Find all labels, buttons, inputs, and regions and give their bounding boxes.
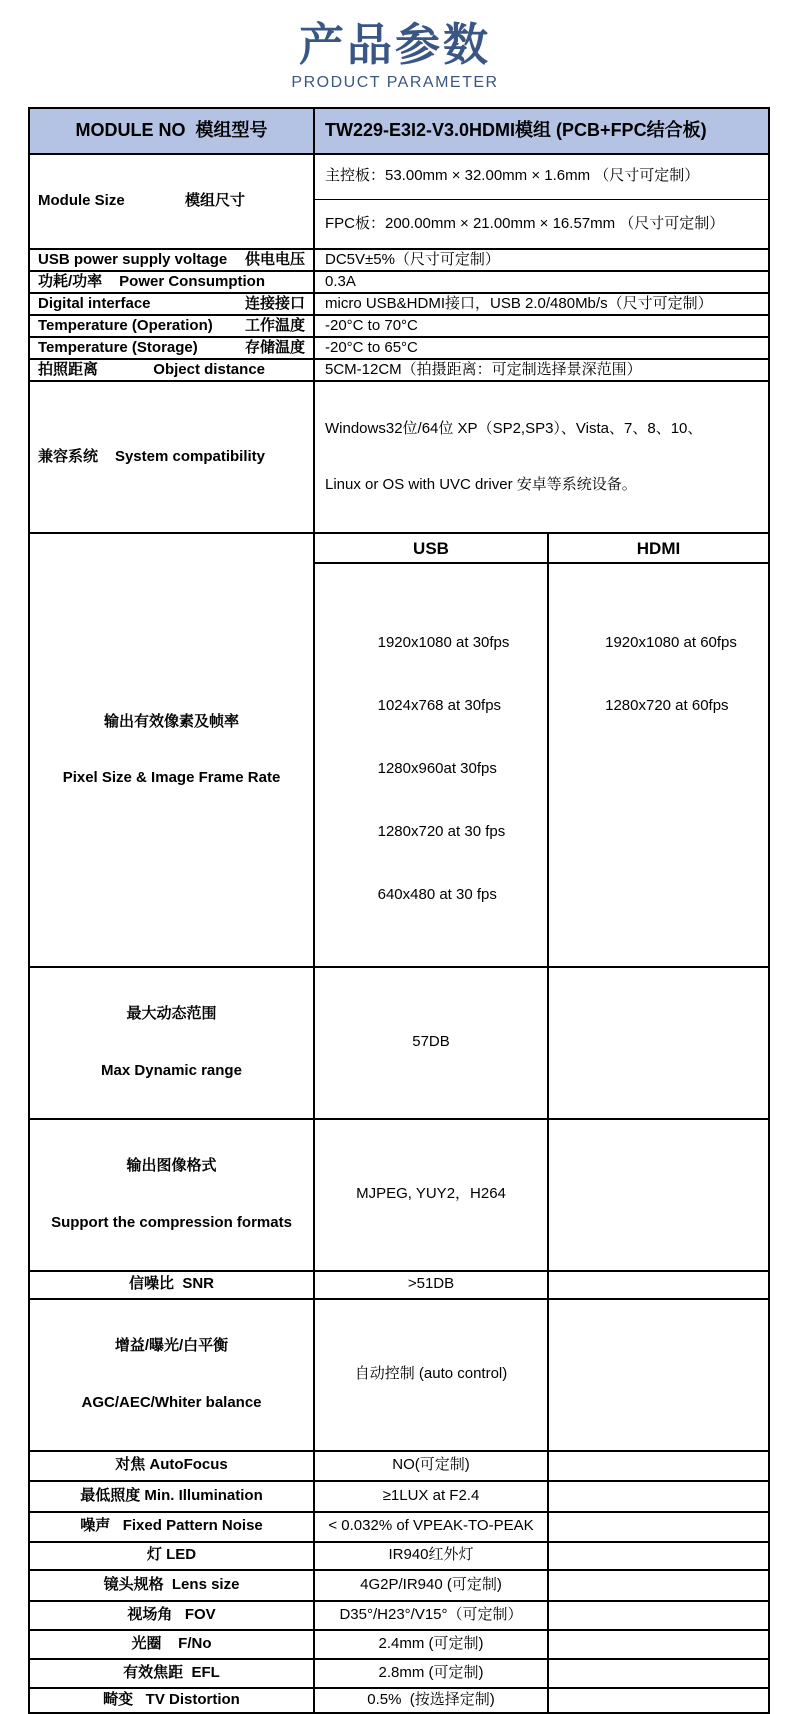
digital-interface-value: micro USB&HDMI接口，USB 2.0/480Mb/s（尺寸可定制） xyxy=(314,293,769,315)
hdmi-modes-cell xyxy=(548,563,769,967)
module-size-fpc-board: FPC板：200.00mm × 21.00mm × 16.57mm （尺寸可定制） xyxy=(314,199,769,249)
module-no-value: TW229-E3I2-V3.0HDMI模组 (PCB+FPC结合板) xyxy=(314,108,769,154)
object-distance-value: 5CM-12CM（拍摄距离：可定制选择景深范围） xyxy=(314,359,769,381)
compatibility-value-line1: Windows32位/64位 XP（SP2,SP3）、Vista、7、8、10、 xyxy=(325,419,703,437)
hdmi-mode: 1920x1080 at 60fps xyxy=(605,634,737,651)
min-illumination-value: ≥1LUX at F2.4 xyxy=(314,1481,548,1512)
temperature-storage-value: -20°C to 65°C xyxy=(314,337,769,359)
empty-cell xyxy=(548,1570,769,1601)
fixed-pattern-noise-value: < 0.032% of VPEAK-TO-PEAK xyxy=(314,1512,548,1542)
usb-power-label xyxy=(29,249,314,271)
empty-cell xyxy=(548,1119,769,1271)
digital-interface-label xyxy=(29,293,314,315)
fov-value: D35°/H23°/V15°（可定制） xyxy=(314,1601,548,1630)
module-no-label: MODULE NO 模组型号 xyxy=(29,108,314,154)
digital-interface-row xyxy=(29,293,769,315)
usb-column-header: USB xyxy=(314,533,548,563)
snr-row xyxy=(29,1271,769,1299)
table-header-row xyxy=(29,108,769,154)
object-distance-label-en: Object distance xyxy=(153,360,265,378)
autofocus-value: NO(可定制) xyxy=(314,1451,548,1481)
empty-cell xyxy=(548,1512,769,1542)
usb-mode: 1024x768 at 30fps xyxy=(377,697,502,714)
empty-cell xyxy=(548,1659,769,1688)
led-row xyxy=(29,1542,769,1570)
empty-cell xyxy=(548,1271,769,1299)
max-dynamic-range-label-en: Max Dynamic range xyxy=(101,1061,242,1079)
compression-formats-label xyxy=(29,1119,314,1271)
pixel-label xyxy=(29,533,314,967)
fixed-pattern-noise-label: 噪声 Fixed Pattern Noise xyxy=(29,1512,314,1542)
temperature-operation-label xyxy=(29,315,314,337)
fno-value: 2.4mm (可定制) xyxy=(314,1630,548,1659)
agc-aec-wb-row xyxy=(29,1299,769,1451)
empty-cell xyxy=(548,1630,769,1659)
power-consumption-value: 0.3A xyxy=(314,271,769,293)
empty-cell xyxy=(548,1481,769,1512)
tv-distortion-value: 0.5% (按选择定制) xyxy=(314,1688,548,1713)
usb-power-value: DC5V±5%（尺寸可定制） xyxy=(314,249,769,271)
power-consumption-label-zh: 功耗/功率 xyxy=(38,272,103,290)
empty-cell xyxy=(548,967,769,1119)
usb-mode: 1280x960at 30fps xyxy=(377,760,497,777)
temperature-storage-label-zh: 存储温度 xyxy=(244,338,305,356)
fov-row xyxy=(29,1601,769,1630)
hdmi-column-header: HDMI xyxy=(548,533,769,563)
module-size-label-en: Module Size xyxy=(38,192,125,209)
tv-distortion-label: 畸变 TV Distortion xyxy=(29,1688,314,1713)
compression-formats-label-zh: 输出图像格式 xyxy=(126,1157,217,1175)
digital-interface-label-en: Digital interface xyxy=(38,294,151,312)
product-parameter-table xyxy=(28,107,770,1714)
usb-modes-cell xyxy=(314,563,548,967)
temperature-operation-label-en: Temperature (Operation) xyxy=(38,316,213,334)
snr-value: >51DB xyxy=(314,1271,548,1299)
compatibility-label-zh: 兼容系统 xyxy=(38,447,99,465)
max-dynamic-range-row xyxy=(29,967,769,1119)
autofocus-label: 对焦 AutoFocus xyxy=(29,1451,314,1481)
module-size-row xyxy=(29,154,769,200)
module-size-main-board: 主控板：53.00mm × 32.00mm × 1.6mm （尺寸可定制） xyxy=(314,154,769,200)
usb-power-label-zh: 供电电压 xyxy=(244,250,305,268)
snr-label: 信噪比 SNR xyxy=(29,1271,314,1299)
power-consumption-label xyxy=(29,271,314,293)
fno-row xyxy=(29,1630,769,1659)
usb-mode: 1920x1080 at 30fps xyxy=(377,634,510,651)
empty-cell xyxy=(548,1688,769,1713)
object-distance-row xyxy=(29,359,769,381)
agc-aec-wb-label-en: AGC/AEC/Whiter balance xyxy=(81,1393,262,1411)
compatibility-label xyxy=(29,381,314,533)
compatibility-row xyxy=(29,381,769,533)
temperature-operation-label-zh: 工作温度 xyxy=(244,316,305,334)
module-size-label xyxy=(29,154,314,250)
module-size-label-zh: 模组尺寸 xyxy=(184,192,245,209)
fixed-pattern-noise-row xyxy=(29,1512,769,1542)
object-distance-label xyxy=(29,359,314,381)
agc-aec-wb-value: 自动控制 (auto control) xyxy=(314,1299,548,1451)
pixel-label-en: Pixel Size & Image Frame Rate xyxy=(62,768,281,786)
lens-size-label: 镜头规格 Lens size xyxy=(29,1570,314,1601)
compression-formats-label-en: Support the compression formats xyxy=(51,1213,292,1231)
digital-interface-label-zh: 连接接口 xyxy=(244,294,305,312)
lens-size-value: 4G2P/IR940 (可定制) xyxy=(314,1570,548,1601)
led-label: 灯 LED xyxy=(29,1542,314,1570)
lens-size-row xyxy=(29,1570,769,1601)
max-dynamic-range-value: 57DB xyxy=(314,967,548,1119)
page-subtitle: PRODUCT PARAMETER xyxy=(291,73,499,91)
compatibility-value xyxy=(314,381,769,533)
power-consumption-row xyxy=(29,271,769,293)
compression-formats-row xyxy=(29,1119,769,1271)
fov-label: 视场角 FOV xyxy=(29,1601,314,1630)
empty-cell xyxy=(548,1601,769,1630)
temperature-storage-label xyxy=(29,337,314,359)
efl-row xyxy=(29,1659,769,1688)
compatibility-value-line2: Linux or OS with UVC driver 安卓等系统设备。 xyxy=(325,476,637,493)
autofocus-row xyxy=(29,1451,769,1481)
efl-label: 有效焦距 EFL xyxy=(29,1659,314,1688)
empty-cell xyxy=(548,1299,769,1451)
usb-mode: 640x480 at 30 fps xyxy=(377,886,497,903)
empty-cell xyxy=(548,1451,769,1481)
agc-aec-wb-label xyxy=(29,1299,314,1451)
fno-label: 光圈 F/No xyxy=(29,1630,314,1659)
power-consumption-label-en: Power Consumption xyxy=(119,272,265,290)
pixel-label-zh: 输出有效像素及帧率 xyxy=(103,712,239,730)
temperature-storage-row xyxy=(29,337,769,359)
object-distance-label-zh: 拍照距离 xyxy=(38,360,99,378)
pixel-subheader-row xyxy=(29,533,769,563)
temperature-storage-label-en: Temperature (Storage) xyxy=(38,338,198,356)
usb-power-row xyxy=(29,249,769,271)
efl-value: 2.8mm (可定制) xyxy=(314,1659,548,1688)
min-illumination-label: 最低照度 Min. Illumination xyxy=(29,1481,314,1512)
max-dynamic-range-label-zh: 最大动态范围 xyxy=(126,1005,217,1023)
usb-mode: 1280x720 at 30 fps xyxy=(377,823,506,840)
tv-distortion-row xyxy=(29,1688,769,1713)
hdmi-mode: 1280x720 at 60fps xyxy=(605,697,729,714)
max-dynamic-range-label xyxy=(29,967,314,1119)
compatibility-label-en: System compatibility xyxy=(114,447,265,465)
temperature-operation-value: -20°C to 70°C xyxy=(314,315,769,337)
usb-power-label-en: USB power supply voltage xyxy=(38,250,228,268)
min-illumination-row xyxy=(29,1481,769,1512)
agc-aec-wb-label-zh: 增益/曝光/白平衡 xyxy=(114,1337,229,1355)
temperature-operation-row xyxy=(29,315,769,337)
led-value: IR940红外灯 xyxy=(314,1542,548,1570)
empty-cell xyxy=(548,1542,769,1570)
compression-formats-value: MJPEG, YUY2，H264 xyxy=(314,1119,548,1271)
page-title: 产品参数 xyxy=(298,19,491,70)
